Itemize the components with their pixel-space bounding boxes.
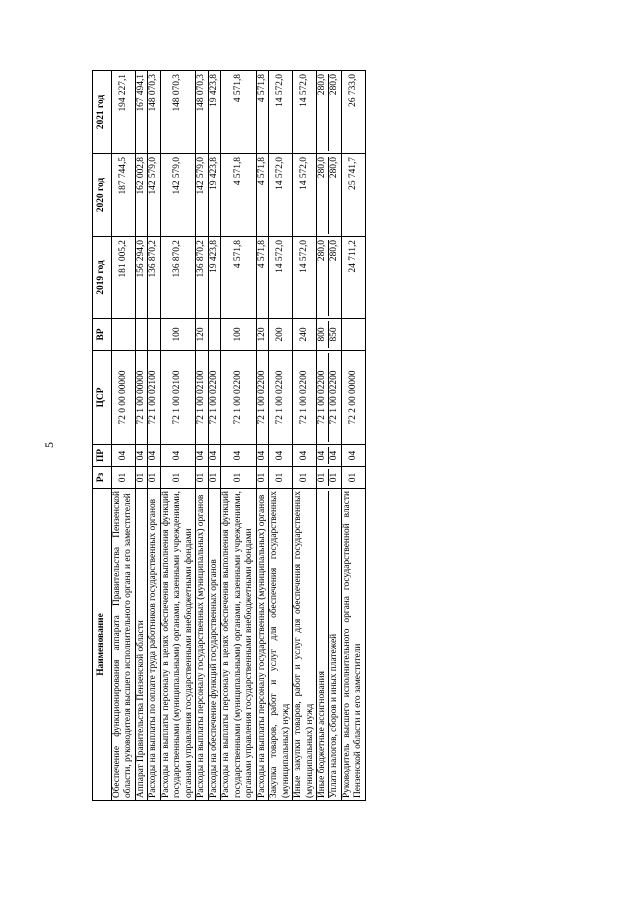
row-2021-merged [316, 71, 341, 154]
row-name: Руководитель высшего исполнительного органа государственной власти Пензенской области и его заместители [341, 489, 365, 801]
row-rz: 01 [269, 467, 293, 489]
table-row [148, 71, 160, 801]
row-csr: 72 1 00 02100 [196, 351, 208, 445]
table-row [341, 71, 365, 801]
row-csr: 72 1 00 02200 [221, 351, 256, 445]
row-2021: 167 494,1 [135, 71, 147, 154]
header-rz: Рз [93, 467, 112, 489]
table-row-merged [316, 71, 341, 801]
row-2019: 136 870,2 [196, 237, 208, 319]
row-pr-a: 04 [316, 450, 327, 461]
row-vr [341, 319, 365, 351]
row-name: Иные закупки товаров, работ и услуг для обеспечения государственных (муниципальных) нужд [293, 489, 317, 801]
row-rz: 01 [160, 467, 195, 489]
row-name: Расходы на обеспечение функций государственных органов [208, 489, 220, 801]
row-rz-merged [316, 467, 341, 489]
table-row [112, 71, 136, 801]
row-rz: 01 [135, 467, 147, 489]
row-rz: 01 [208, 467, 220, 489]
row-2021: 148 070,3 [196, 71, 208, 154]
row-csr: 72 1 00 02100 [148, 351, 160, 445]
row-csr: 72 0 00 00000 [112, 351, 136, 445]
row-2019-b: 280,0 [328, 240, 340, 316]
row-csr-merged [316, 351, 341, 445]
row-2020: 142 579,0 [196, 154, 208, 237]
row-name-b: Уплата налогов, сборов и иных платежей [328, 491, 340, 798]
row-2019: 24 711,2 [341, 237, 365, 319]
row-2021-b: 280,0 [328, 74, 340, 151]
header-row [93, 71, 112, 801]
row-csr-b: 72 1 00 02200 [328, 353, 340, 442]
row-name: Закупка товаров, работ и услуг для обеспечения государственных (муниципальных) нужд [269, 489, 293, 801]
row-csr: 72 1 00 02200 [269, 351, 293, 445]
table-row [221, 71, 256, 801]
row-vr [135, 319, 147, 351]
row-rz: 01 [112, 467, 136, 489]
table-row [135, 71, 147, 801]
row-pr: 04 [341, 445, 365, 467]
row-2019: 181 005,2 [112, 237, 136, 319]
row-pr: 04 [293, 445, 317, 467]
row-vr: 120 [196, 319, 208, 351]
row-rz: 01 [221, 467, 256, 489]
row-csr: 72 1 00 00000 [135, 351, 147, 445]
row-rz: 01 [196, 467, 208, 489]
row-name: Расходы на выплаты персоналу в целях обеспечения выполнения функций государственными (муниципальными) органами, казенными учреждениями, органами управления государственными внебюджетными фондами [221, 489, 256, 801]
header-name: Наименование [93, 489, 112, 801]
row-2020: 4 571,8 [221, 154, 256, 237]
row-vr [112, 319, 136, 351]
row-2020: 19 423,8 [208, 154, 220, 237]
row-2020: 14 572,0 [293, 154, 317, 237]
row-csr: 72 1 00 02200 [293, 351, 317, 445]
row-pr-merged [316, 445, 341, 467]
row-2020: 14 572,0 [269, 154, 293, 237]
row-2021: 14 572,0 [269, 71, 293, 154]
row-2019: 136 870,2 [148, 237, 160, 319]
row-2021: 4 571,8 [221, 71, 256, 154]
row-2019-a: 280,0 [316, 240, 327, 262]
row-2021: 148 070,3 [148, 71, 160, 154]
row-2019: 4 571,8 [256, 237, 268, 319]
row-2020: 162 002,8 [135, 154, 147, 237]
header-pr: ПР [93, 445, 112, 467]
row-pr: 04 [208, 445, 220, 467]
row-name: Расходы на выплаты персоналу государственных (муниципальных) органов [256, 489, 268, 801]
row-csr: 72 1 00 02200 [208, 351, 220, 445]
row-name: Обеспечение функционирования аппарата Правительства Пензенской области, руководителя высшего исполнительного органа и его заместителей [112, 489, 136, 801]
row-name-merged [316, 489, 341, 801]
row-rz-b: 01 [328, 469, 340, 486]
row-pr-b: 04 [328, 447, 340, 464]
row-pr: 04 [269, 445, 293, 467]
row-pr: 04 [160, 445, 195, 467]
row-2020: 25 741,7 [341, 154, 365, 237]
row-2021: 194 227,1 [112, 71, 136, 154]
row-rz: 01 [341, 467, 365, 489]
row-2019: 4 571,8 [221, 237, 256, 319]
row-vr: 240 [293, 319, 317, 351]
row-2019: 156 294,0 [135, 237, 147, 319]
row-2021: 19 423,8 [208, 71, 220, 154]
row-pr: 04 [256, 445, 268, 467]
row-csr: 72 2 00 00000 [341, 351, 365, 445]
header-2021: 2021 год [93, 71, 112, 154]
header-2019: 2019 год [93, 237, 112, 319]
row-2019: 19 423,8 [208, 237, 220, 319]
header-csr: ЦСР [93, 351, 112, 445]
row-csr: 72 1 00 02100 [160, 351, 195, 445]
row-name: Расходы на выплаты персоналу в целях обеспечения выполнения функций государственными (муниципальными) органами, казенными учреждениями, органами управления государственными внебюджетными фондами [160, 489, 195, 801]
header-2020: 2020 год [93, 154, 112, 237]
row-vr: 120 [256, 319, 268, 351]
row-2020-b: 280,0 [328, 157, 340, 234]
row-name-a: Иные бюджетные ассигнования [316, 671, 327, 798]
row-pr: 04 [135, 445, 147, 467]
row-vr-b: 850 [328, 321, 340, 348]
row-2021: 14 572,0 [293, 71, 317, 154]
row-2020: 187 744,5 [112, 154, 136, 237]
budget-table [92, 70, 366, 801]
page-number: 5 [42, 442, 56, 448]
row-2020: 4 571,8 [256, 154, 268, 237]
row-vr-merged [316, 319, 341, 351]
row-2021-a: 280,0 [316, 74, 327, 96]
row-2019: 14 572,0 [269, 237, 293, 319]
row-2021: 148 070,3 [160, 71, 195, 154]
table-row [160, 71, 195, 801]
row-2020-a: 280,0 [316, 157, 327, 179]
header-vr: ВР [93, 319, 112, 351]
row-2019: 136 870,2 [160, 237, 195, 319]
table-row [293, 71, 317, 801]
table-row [196, 71, 208, 801]
row-rz: 01 [256, 467, 268, 489]
row-pr: 04 [221, 445, 256, 467]
row-2020: 142 579,0 [148, 154, 160, 237]
row-2021: 4 571,8 [256, 71, 268, 154]
row-pr: 04 [112, 445, 136, 467]
row-rz-a: 01 [316, 472, 327, 483]
table-row [269, 71, 293, 801]
row-vr: 100 [160, 319, 195, 351]
row-2019-merged [316, 237, 341, 319]
row-csr: 72 1 00 02200 [256, 351, 268, 445]
row-vr [148, 319, 160, 351]
row-vr-a: 800 [316, 327, 327, 342]
row-2020-merged [316, 154, 341, 237]
row-vr: 100 [221, 319, 256, 351]
row-2019: 14 572,0 [293, 237, 317, 319]
table-row [256, 71, 268, 801]
rotated-table-container [92, 71, 366, 801]
row-rz: 01 [148, 467, 160, 489]
row-vr [208, 319, 220, 351]
row-name: Расходы на выплаты по оплате труда работников государственных органов [148, 489, 160, 801]
table-row [208, 71, 220, 801]
row-vr: 200 [269, 319, 293, 351]
row-csr-a: 72 1 00 02200 [316, 370, 327, 425]
row-name: Расходы на выплаты персоналу государственных (муниципальных) органов [196, 489, 208, 801]
row-name: Аппарат Правительства Пензенской области [135, 489, 147, 801]
row-2021: 26 733,0 [341, 71, 365, 154]
row-pr: 04 [196, 445, 208, 467]
row-pr: 04 [148, 445, 160, 467]
row-2020: 142 579,0 [160, 154, 195, 237]
row-rz: 01 [293, 467, 317, 489]
